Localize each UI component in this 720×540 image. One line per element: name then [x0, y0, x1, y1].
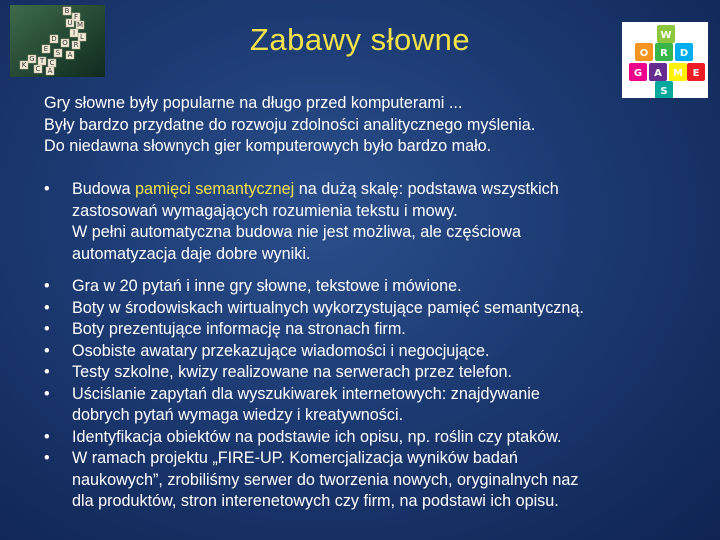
bullet-line: automatyzacja daje dobre wyniki. [72, 244, 311, 263]
bullet-item [44, 298, 584, 320]
word-cube-letter: E [692, 68, 700, 79]
bullet-line: W pełni automatyczna budowa nie jest możliwa, ale częściowa [72, 223, 521, 241]
letter-tile-text: M [76, 21, 84, 29]
word-cube-letter: A [654, 68, 662, 79]
word-cube-letter: W [660, 30, 672, 41]
letter-tile-text: A [47, 67, 53, 75]
semantic-memory-bullet-list [44, 179, 559, 265]
bullet-line: zastosowań wymagających rozumienia tekstu i mowy. [72, 201, 458, 220]
bullet-marker: • [44, 341, 50, 360]
letter-tile-text: C [35, 65, 41, 73]
bullet-marker: • [44, 384, 50, 403]
bullet-line: Boty w środowiskach wirtualnych wykorzystujące pamięć semantyczną. [72, 298, 584, 317]
bullet-line: Boty prezentujące informację na stronach firm. [72, 320, 406, 338]
letter-tile-text: T [39, 57, 45, 65]
letter-tile-text: L [80, 33, 84, 41]
word-cube-letter: R [660, 48, 668, 59]
intro-paragraph [44, 93, 535, 158]
letter-tile-text: I [72, 29, 76, 37]
bullet-text: Budowa [72, 180, 135, 198]
bullet-item [44, 319, 584, 341]
bullet-item [44, 341, 584, 363]
bullet-item [44, 448, 584, 513]
bullet-line: Testy szkolne, kwizy realizowane na serwerach przez telefon. [72, 363, 512, 381]
letter-tile-text: F [73, 13, 79, 21]
bullet-text: na dużą skalę: podstawa wszystkich [294, 180, 559, 198]
bullet-marker: • [44, 427, 50, 446]
letter-tile-text: C [49, 59, 55, 67]
bullet-item [44, 384, 584, 427]
word-cube-letter: M [673, 68, 683, 79]
intro-line: Były bardzo przydatne do rozwoju zdolności analitycznego myślenia. [44, 115, 536, 134]
bullet-marker: • [44, 320, 50, 338]
letter-tile-text: S [55, 49, 61, 57]
letter-tile-text: O [62, 39, 68, 47]
bullet-item [44, 427, 584, 449]
applications-bullet-list [44, 276, 584, 513]
bullet-item [44, 362, 584, 384]
letter-tile-text: K [21, 61, 27, 69]
bullet-line: Identyfikacja obiektów na podstawie ich opisu, np. roślin czy ptaków. [72, 427, 562, 446]
bullet-line: Gra w 20 pytań i inne gry słowne, tekstowe i mówione. [72, 277, 462, 295]
slide-title: Zabawy słowne [249, 22, 471, 57]
word-cube-letter: S [660, 86, 668, 97]
intro-line: Gry słowne były popularne na długo przed komputerami ... [44, 94, 463, 112]
bullet-line: naukowych”, zrobiliśmy serwer do tworzenia nowych, oryginalnych naz [72, 470, 579, 489]
bullet-line: W ramach projektu „FIRE-UP. Komercjalizacja wyników badań [72, 449, 518, 467]
letter-tile-text: R [73, 41, 79, 49]
word-cube-letter: D [679, 48, 689, 59]
bullet-line: Uściślanie zapytań dla wyszukiwarek internetowych: znajdywanie [72, 384, 540, 403]
word-cube-letter: G [633, 68, 643, 79]
letter-tile-text: E [43, 45, 49, 53]
bullet-line: dla produktów, stron interenetowych czy firm, na podstawi ich opisu. [72, 492, 559, 510]
bullet-marker: • [44, 277, 50, 295]
letter-tile-text: U [67, 19, 73, 27]
bullet-marker: • [44, 449, 50, 467]
bullet-marker: • [44, 363, 50, 381]
bullet-marker: • [44, 180, 50, 198]
letter-tile-text: B [64, 7, 70, 15]
bullet-line: dobrych pytań wymaga wiedzy i kreatywności. [72, 406, 404, 424]
bullet-item [44, 276, 584, 298]
word-cube-letter: O [639, 48, 649, 59]
highlighted-term: pamięci semantycznej [135, 180, 295, 198]
letter-tile-text: A [67, 51, 73, 59]
intro-line: Do niedawna słownych gier komputerowych było bardzo mało. [44, 137, 492, 155]
letter-tile-text: D [51, 35, 57, 43]
bullet-item [44, 179, 559, 265]
letter-tile-text: G [29, 55, 35, 63]
bullet-marker: • [44, 298, 50, 317]
bullet-line: Osobiste awatary przekazujące wiadomości i negocjujące. [72, 341, 490, 360]
